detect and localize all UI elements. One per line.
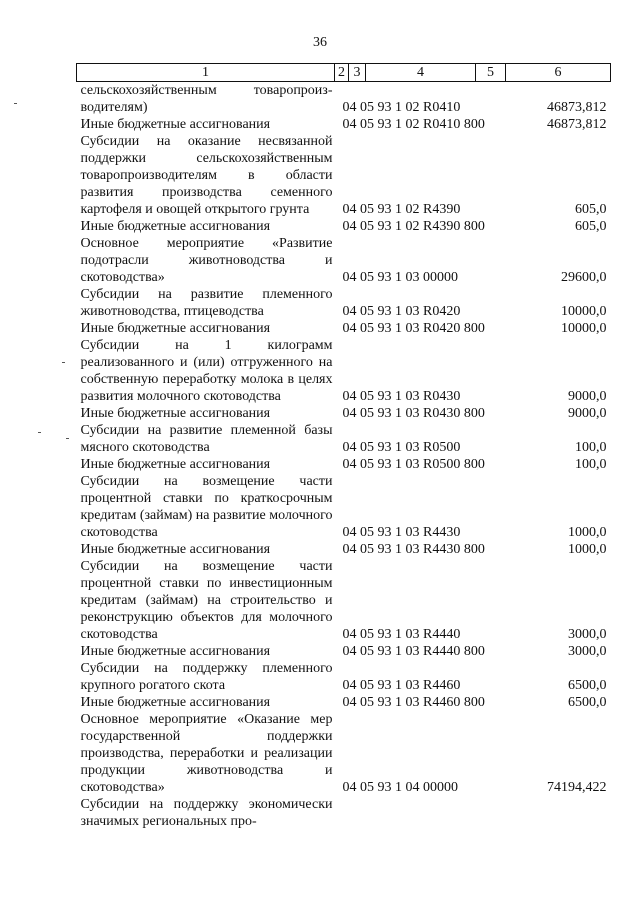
- scan-speck: [38, 432, 41, 433]
- row-name: Субсидии на поддержку племенного крупного рогатого скота: [80, 661, 333, 693]
- table-row: [77, 643, 611, 660]
- table-row: [77, 694, 611, 711]
- row-name: Субсидии на поддержку экономически значимых региональных про-: [80, 797, 333, 829]
- row-amount: 46873,812: [547, 100, 607, 115]
- row-amount: [506, 796, 611, 830]
- row-codes: 04 05 93 1 03 R0430 800: [342, 406, 485, 421]
- table-row: [77, 711, 611, 796]
- row-amount: 10000,0: [561, 321, 607, 336]
- row-codes: 04 05 93 1 03 R0420 800: [342, 321, 485, 336]
- row-amount: 74194,422: [547, 780, 607, 795]
- row-amount: 605,0: [575, 202, 607, 217]
- row-name: Основное мероприятие «Оказание мер государственной поддержки производства, переработки и реализации продукции животноводства и скотоводства»: [80, 712, 333, 795]
- row-codes: 04 05 93 1 03 R4430: [342, 525, 461, 540]
- row-name: Иные бюджетные ассигнования: [80, 695, 271, 710]
- column-header-4: 4: [366, 64, 476, 82]
- table-row: [77, 473, 611, 541]
- row-codes: 04 05 93 1 03 R0430: [342, 389, 461, 404]
- page-number: 36: [313, 35, 327, 50]
- row-name: Иные бюджетные ассигнования: [80, 406, 271, 421]
- row-name: Субсидии на 1 килограмм реализованного и (или) отгруженного на собственную переработку молока в целях развития молочного скотоводства: [80, 338, 333, 404]
- row-amount: 3000,0: [568, 644, 607, 659]
- table-row: [77, 320, 611, 337]
- row-amount: 1000,0: [568, 525, 607, 540]
- column-header-6: 6: [506, 64, 611, 82]
- scan-speck: [62, 362, 65, 363]
- row-amount: 6500,0: [568, 678, 607, 693]
- row-amount: 100,0: [575, 440, 607, 455]
- column-header-5: 5: [476, 64, 506, 82]
- row-amount: 100,0: [575, 457, 607, 472]
- row-codes: 04 05 93 1 02 R0410: [342, 100, 461, 115]
- table-row: [77, 558, 611, 643]
- scan-speck: [14, 103, 17, 104]
- row-name: Иные бюджетные ассигнования: [80, 457, 271, 472]
- row-codes: 04 05 93 1 03 R4460 800: [342, 695, 485, 710]
- column-header-3: 3: [349, 64, 366, 82]
- row-amount: 10000,0: [561, 304, 607, 319]
- row-name: Иные бюджетные ассигнования: [80, 117, 271, 132]
- row-codes: 04 05 93 1 03 R4440: [342, 627, 461, 642]
- row-name: Иные бюджетные ассигнования: [80, 644, 271, 659]
- table-row: [77, 337, 611, 405]
- row-name: Субсидии на возмещение части процентной ставки по краткосрочным кредитам (займам) на развитие молочного скотоводства: [80, 474, 333, 540]
- column-header-row: [77, 64, 611, 82]
- table-row: [77, 456, 611, 473]
- row-codes: 04 05 93 1 03 R0500: [342, 440, 461, 455]
- table-row: [77, 286, 611, 320]
- table-row: [77, 796, 611, 830]
- row-name: Основное мероприятие «Развитие подотрасли животноводства и скотоводства»: [80, 236, 333, 285]
- row-amount: 6500,0: [568, 695, 607, 710]
- row-codes: 04 05 93 1 03 R0420: [342, 304, 461, 319]
- row-amount: 46873,812: [547, 117, 607, 132]
- row-amount: 1000,0: [568, 542, 607, 557]
- row-amount: 29600,0: [561, 270, 607, 285]
- table-row: [77, 660, 611, 694]
- table-row: [77, 116, 611, 133]
- table-row: [77, 82, 611, 117]
- row-codes: 04 05 93 1 02 R0410 800: [342, 117, 485, 132]
- row-amount: 9000,0: [568, 389, 607, 404]
- row-codes: 04 05 93 1 03 R0500 800: [342, 457, 485, 472]
- table-row: [77, 541, 611, 558]
- row-codes: 04 05 93 1 03 R4460: [342, 678, 461, 693]
- row-name: Субсидии на возмещение части процентной ставки по инвестиционным кредитам (займам) на строительство и реконструкцию объектов для молочного скотоводства: [80, 559, 333, 642]
- row-name: Субсидии на оказание несвязанной поддержки сельскохозяйственным товаропроизводителям в области развития производства семенного картофеля и овощей открытого грунта: [80, 134, 333, 217]
- row-name: Субсидии на развитие племенной базы мясного скотоводства: [80, 423, 333, 455]
- table-row: [77, 422, 611, 456]
- row-amount: 9000,0: [568, 406, 607, 421]
- row-name: Иные бюджетные ассигнования: [80, 321, 271, 336]
- table-row: [77, 133, 611, 218]
- row-codes: 04 05 93 1 04 00000: [342, 780, 458, 795]
- table-row: [77, 235, 611, 286]
- row-amount: 605,0: [575, 219, 607, 234]
- row-codes: 04 05 93 1 02 R4390: [342, 202, 461, 217]
- scan-speck: [66, 438, 69, 439]
- column-header-2: 2: [335, 64, 349, 82]
- row-amount: 3000,0: [568, 627, 607, 642]
- column-header-1: 1: [77, 64, 335, 82]
- table-body: [77, 82, 611, 831]
- row-codes: 04 05 93 1 02 R4390 800: [342, 219, 485, 234]
- row-name: сельскохозяйственным товаропроиз-водителям): [80, 83, 333, 115]
- table-row: [77, 218, 611, 235]
- table-row: [77, 405, 611, 422]
- row-codes: 04 05 93 1 03 R4430 800: [342, 542, 485, 557]
- row-codes: 04 05 93 1 03 R4440 800: [342, 644, 485, 659]
- row-name: Иные бюджетные ассигнования: [80, 542, 271, 557]
- row-name: Субсидии на развитие племенного животноводства, птицеводства: [80, 287, 333, 319]
- row-name: Иные бюджетные ассигнования: [80, 219, 271, 234]
- row-codes: 04 05 93 1 03 00000: [342, 270, 458, 285]
- row-codes: [335, 796, 506, 830]
- budget-table: [76, 63, 611, 830]
